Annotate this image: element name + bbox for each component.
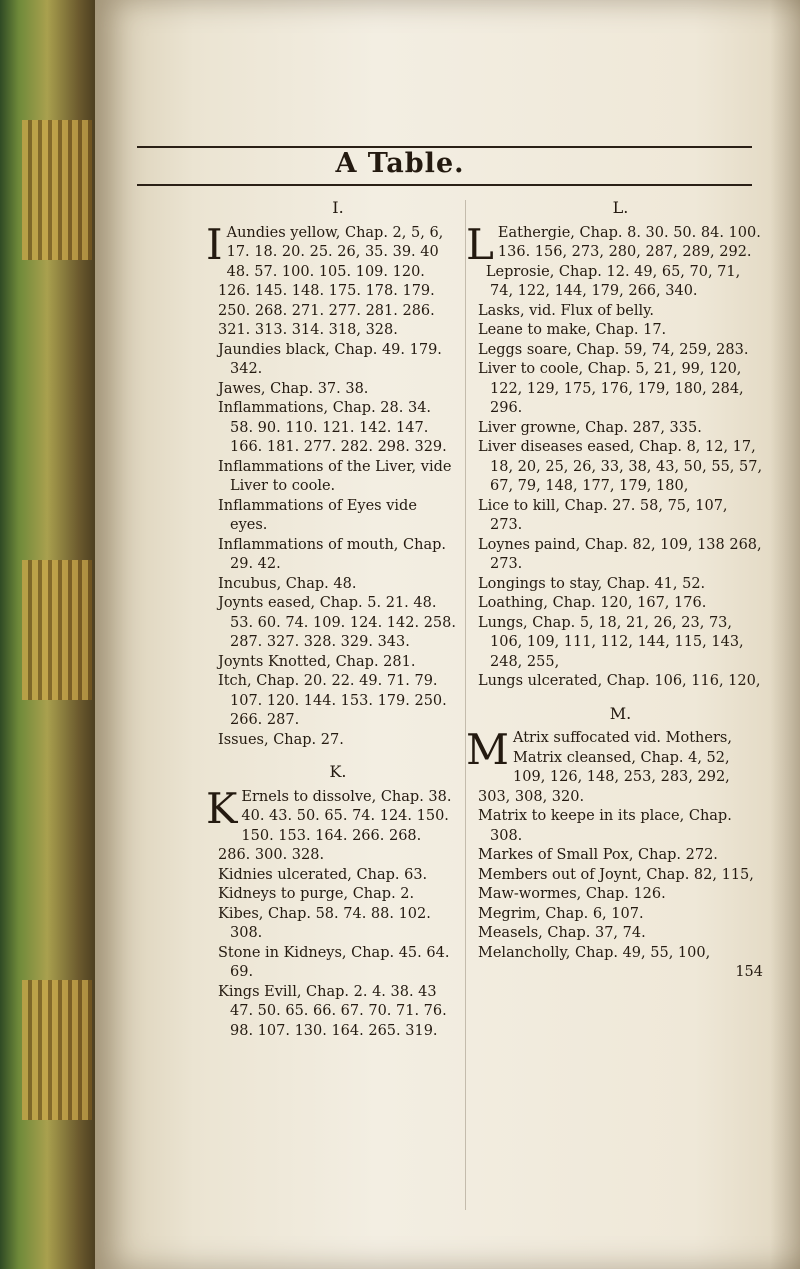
index-entry (478, 575, 763, 595)
entry-text: Lice to kill, Chap. 27. 58, 75, 107, 273. (478, 497, 733, 533)
page-edge-shadow (770, 0, 800, 1269)
index-entry (466, 219, 766, 269)
entry-text: Eathergie, Chap. 8. 30. 50. 84. 100. 136. 156, 273, 280, 287, 289, 292. (497, 224, 766, 260)
catchword: 154 (735, 964, 763, 980)
entry-text: Kings Evill, Chap. 2. 4. 38. 43 47. 50. 65. 66. 67. 70. 71. 76. 98. 107. 130. 164. 265. 319. (218, 983, 452, 1039)
section-gap (478, 692, 763, 704)
index-entry (478, 438, 767, 497)
entry-text: Maw-wormes, Chap. 126. (478, 886, 666, 902)
entry-text: Inflammations, Chap. 28. 34. 58. 90. 110. 121. 142. 147. 166. 181. 277. 282. 298. 329. (218, 400, 447, 455)
index-entry (206, 219, 458, 341)
index-entry (478, 321, 763, 341)
entry-text: Longings to stay, Chap. 41, 52. (478, 575, 706, 592)
index-entry (478, 341, 763, 361)
index-entry (218, 458, 458, 497)
entry-text: Kidnies ulcerated, Chap. 63. (218, 866, 428, 883)
entry-text: Ernels to dissolve, Chap. 38. 40. 43. 50. 65. 74. 124. 150. 150. 153. 164. 266. 268. 286. 300. 328. (218, 788, 457, 863)
index-entry (478, 885, 763, 905)
index-entry (218, 380, 458, 400)
index-entry (478, 672, 763, 692)
entry-text: Inflammations of mouth, Chap. 29. 42. (218, 536, 451, 572)
index-entry (218, 731, 458, 751)
section-letter: M. (609, 703, 632, 723)
entry-text: Aundies yellow, Chap. 2, 5, 6, 17. 18. 20. 25. 26, 35. 39. 40 48. 57. 100. 105. 109. 120. 126. 145. 148. 175. 178. 179. 250. 268. 271. 277. 281. 286. 321. 313. 314. 318, 328. (218, 224, 448, 338)
index-entry (218, 672, 458, 731)
entry-text: Joynts eased, Chap. 5. 21. 48. 53. 60. 74. 109. 124. 142. 258. 287. 327. 328. 329. 343. (218, 595, 461, 650)
index-entry (478, 924, 763, 944)
entry-text: Leprosie, Chap. 12. 49, 65, 70, 71, 74, 122, 144, 179, 266, 340. (485, 263, 745, 299)
index-entry (218, 497, 458, 536)
index-entry (218, 399, 458, 458)
index-entry (478, 614, 763, 673)
entry-text: Issues, Chap. 27. (218, 731, 344, 748)
header-rule-bottom (137, 184, 752, 186)
index-entry (218, 653, 458, 673)
index-entry (478, 846, 763, 866)
entry-text: Members out of Joynt, Chap. 82, 115, (478, 866, 754, 883)
index-entry (218, 536, 458, 575)
index-entry (218, 341, 458, 380)
entry-text: Leane to make, Chap. 17. (478, 322, 667, 338)
section-letter: K. (329, 762, 347, 781)
entry-text: Liver diseases eased, Chap. 8, 12, 17, 18, 20, 25, 26, 33, 38, 43, 50, 55, 57, 67, 79, 148, 177, 179, 180, (478, 439, 767, 494)
entry-text: Markes of Small Pox, Chap. 272. (478, 847, 718, 863)
binding-ornament (22, 560, 92, 700)
left-column (206, 198, 461, 1041)
index-entry (218, 905, 458, 944)
entry-text: Stone in Kidneys, Chap. 45. 64. 69. (218, 944, 455, 980)
drop-cap: K (206, 783, 238, 833)
entry-text: Lasks, vid. Flux of belly. (478, 302, 655, 319)
index-entry (218, 575, 458, 595)
section-letter: I. (332, 198, 344, 217)
index-entry (478, 497, 763, 536)
page-title: A Table. (335, 148, 465, 179)
index-entry (218, 944, 458, 983)
entry-text: Liver to coole, Chap. 5, 21, 99, 120, 122, 129, 175, 176, 179, 180, 284, 296. (478, 361, 749, 416)
entry-text: Joynts Knotted, Chap. 281. (218, 653, 416, 670)
section-gap (218, 750, 458, 762)
index-entry (478, 360, 763, 419)
entry-text: Inflammations of Eyes vide eyes. (218, 497, 422, 533)
index-entry (478, 302, 763, 322)
drop-cap: I (206, 219, 223, 269)
binding-ornament (22, 980, 92, 1120)
index-entry (218, 594, 461, 653)
entry-text: Jaundies black, Chap. 49. 179. 342. (218, 341, 447, 377)
entry-text: Melancholly, Chap. 49, 55, 100, (478, 944, 711, 961)
book-binding (0, 0, 105, 1269)
entry-text: Atrix suffocated vid. Mothers, Matrix cleansed, Chap. 4, 52, 109, 126, 148, 253, 283, 292, 303, 308, 320. (478, 730, 737, 805)
index-entry (466, 725, 763, 807)
entry-text: Kibes, Chap. 58. 74. 88. 102. 308. (218, 905, 436, 941)
index-entry (478, 807, 763, 846)
entry-text: Lungs ulcerated, Chap. 106, 116, 120, (478, 673, 761, 689)
binding-ornament (22, 120, 92, 260)
entry-text: Measels, Chap. 37, 74. (478, 925, 646, 941)
index-entry (478, 419, 763, 439)
index-entry (218, 885, 458, 905)
index-entry (478, 594, 763, 614)
section-letter: L. (612, 198, 629, 217)
index-entry (478, 263, 763, 302)
index-entry (478, 536, 767, 575)
entry-text: Incubus, Chap. 48. (218, 575, 357, 592)
entry-text: Loynes paind, Chap. 82, 109, 138 268, 273. (478, 536, 767, 572)
entry-text: Megrim, Chap. 6, 107. (478, 905, 644, 922)
entry-text: Matrix to keepe in its place, Chap. 308. (478, 808, 737, 844)
index-entry (478, 866, 763, 886)
index-entry (478, 944, 763, 964)
entry-text: Inflammations of the Liver, vide Liver to coole. (218, 458, 457, 494)
entry-text: Leggs soare, Chap. 59, 74, 259, 283. (478, 341, 749, 358)
entry-text: Itch, Chap. 20. 22. 49. 71. 79. 107. 120. 144. 153. 179. 250. 266. 287. (218, 673, 452, 728)
index-entry (478, 905, 763, 925)
drop-cap: M (466, 725, 510, 774)
index-entry (206, 783, 458, 866)
index-entry (218, 983, 458, 1042)
entry-text: Jawes, Chap. 37. 38. (218, 380, 369, 397)
index-entry (218, 866, 458, 886)
entry-text: Kidneys to purge, Chap. 2. (218, 886, 415, 902)
column-divider (465, 200, 466, 1210)
right-column (466, 198, 767, 983)
drop-cap: L (466, 219, 494, 269)
entry-text: Liver growne, Chap. 287, 335. (478, 419, 702, 436)
entry-text: Loathing, Chap. 120, 167, 176. (478, 595, 707, 611)
entry-text: Lungs, Chap. 5, 18, 21, 26, 23, 73, 106, 109, 111, 112, 144, 115, 143, 248, 255, (478, 614, 749, 670)
